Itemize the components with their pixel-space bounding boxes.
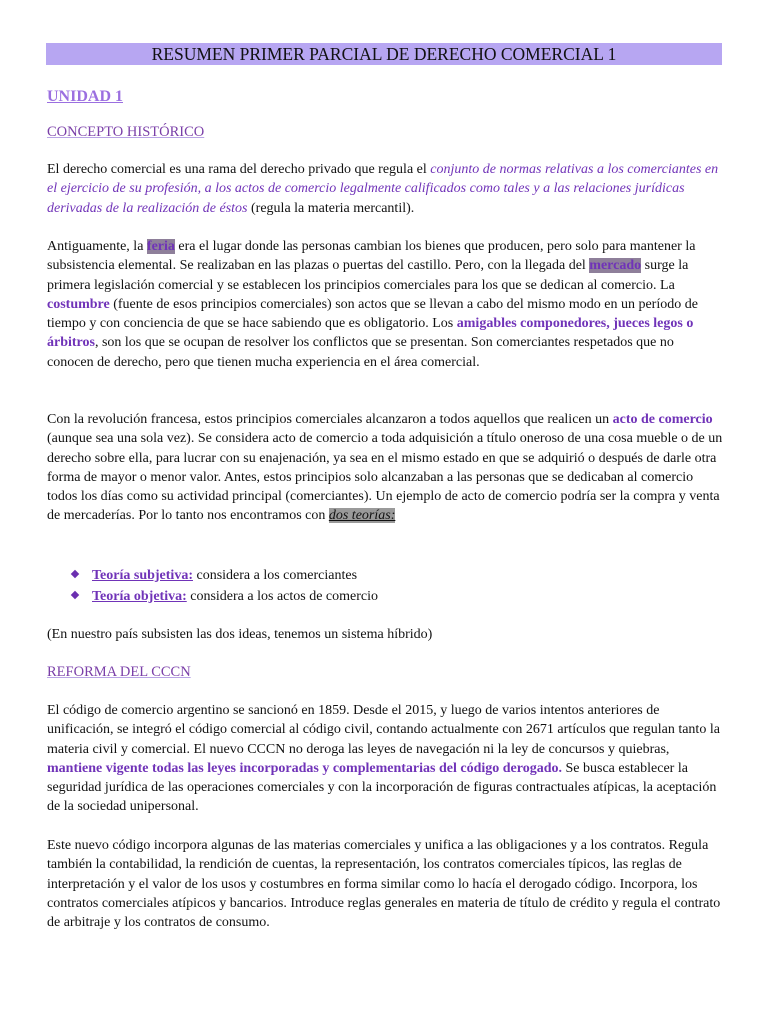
unit-heading: UNIDAD 1	[47, 88, 123, 105]
term-feria: feria	[146, 239, 175, 254]
text-run: El derecho comercial es una rama del derecho privado que regula el	[47, 162, 431, 177]
term-mantiene-vigente: mantiene vigente todas las leyes incorporadas y complementarias del código derogado.	[47, 760, 562, 776]
term-acto-de-comercio: acto de comercio	[612, 412, 713, 427]
paragraph-nuevo-codigo: Este nuevo código incorpora algunas de las materias comerciales y unifica a las obligaciones y a los contratos. Regula también la contabilidad, la rendición de cuentas, la representación, los contratos comerciales típicos, las reglas de interpretación y el valor de los usos y costumbres en forma similar como lo hacía el derogado código. Incorpora, los contratos comerciales atípicos y bancarios. Introduce reglas generales en materia de título de crédito y regula el contrato de arbitraje y los contratos de consumo.	[47, 838, 721, 931]
list-item	[72, 565, 378, 586]
diamond-bullet-icon	[71, 591, 79, 599]
theory-list	[72, 565, 378, 607]
text-run: , son los que se ocupan de resolver los conflictos que se presentan. Son comerciantes respetados que no conocen de derecho, pero que tienen mucha experiencia en el área comercial.	[47, 335, 674, 370]
paragraph-codigo	[47, 701, 723, 817]
text-run: (regula la materia mercantil).	[247, 200, 415, 216]
list-item	[72, 586, 378, 607]
term-mercado: mercado	[589, 258, 642, 274]
document-title: RESUMEN PRIMER PARCIAL DE DERECHO COMERCIAL 1	[46, 43, 722, 65]
section-heading-concepto: CONCEPTO HISTÓRICO	[47, 124, 205, 140]
text-run: Antiguamente, la	[47, 239, 147, 254]
text-run: (fuente de esos principios comerciales) son actos que se llevan a cabo del mismo modo en un período de tiempo y con conciencia de que se hace sabiendo que es obligatorio. Los	[47, 296, 698, 332]
paragraph-revolucion	[47, 410, 723, 526]
theory-term: Teoría subjetiva:	[92, 568, 193, 583]
term-costumbre: costumbre	[47, 296, 110, 312]
diamond-bullet-icon	[71, 570, 79, 578]
section-heading-reforma: REFORMA DEL CCCN	[47, 664, 191, 680]
term-dos-teorias: dos teorías:	[328, 508, 396, 524]
text-run: Con la revolución francesa, estos principios comerciales alcanzaron a todos aquellos que realicen un	[47, 412, 613, 427]
text-run: era el lugar donde las personas cambian los bienes que producen, pero solo para mantener la subsistencia elemental. Se realizaban en las plazas o puertas del castillo. Pero, con la llegada del	[47, 239, 696, 274]
paragraph-hibrido: (En nuestro país subsisten las dos ideas, tenemos un sistema híbrido)	[47, 627, 433, 642]
theory-desc: considera a los comerciantes	[192, 568, 358, 583]
paragraph-feria	[47, 237, 723, 372]
definition-emphasis: conjunto de normas relativas a los comerciantes en el ejercicio de su profesión, a los actos de comercio legalmente calificados como tales y a las relaciones jurídicas derivadas de la realización de éstos	[47, 162, 719, 216]
text-run: (aunque sea una sola vez). Se considera acto de comercio a toda adquisición a título oneroso de una cosa mueble o de un derecho sobre ella, para lucrar con su enajenación, ya sea en el mismo estado en que se adquirió o después de darle otra forma de mayor o menor valor. Antes, estos principios solo alcanzaban a las personas que se dedicaban al comercio todos los días como su actividad principal (comerciantes). Un ejemplo de acto de comercio podría ser la compra y venta de mercaderías. Por lo tanto nos encontramos con	[47, 431, 723, 524]
theory-desc: considera a los actos de comercio	[186, 589, 379, 604]
paragraph-definition	[47, 160, 723, 218]
text-run: Se busca establecer la seguridad jurídica de las operaciones comerciales y con la incorporación de figuras contractuales atípicas, la aceptación de la sociedad unipersonal.	[47, 760, 717, 815]
theory-term: Teoría objetiva:	[92, 589, 187, 604]
term-amigables: amigables componedores, jueces legos o árbitros	[47, 316, 694, 351]
text-run: El código de comercio argentino se sancionó en 1859. Desde el 2015, y luego de varios intentos anteriores de unificación, se integró el código comercial al código civil, contando actualmente con 2671 artículos que regulan tanto la materia civil y comercial. El nuevo CCCN no deroga las leyes de navegación ni la ley de concursos y quiebras,	[47, 703, 720, 757]
text-run: surge la primera legislación comercial y se establecen los principios comerciales para los que se dedican al comercio. La	[47, 258, 689, 293]
